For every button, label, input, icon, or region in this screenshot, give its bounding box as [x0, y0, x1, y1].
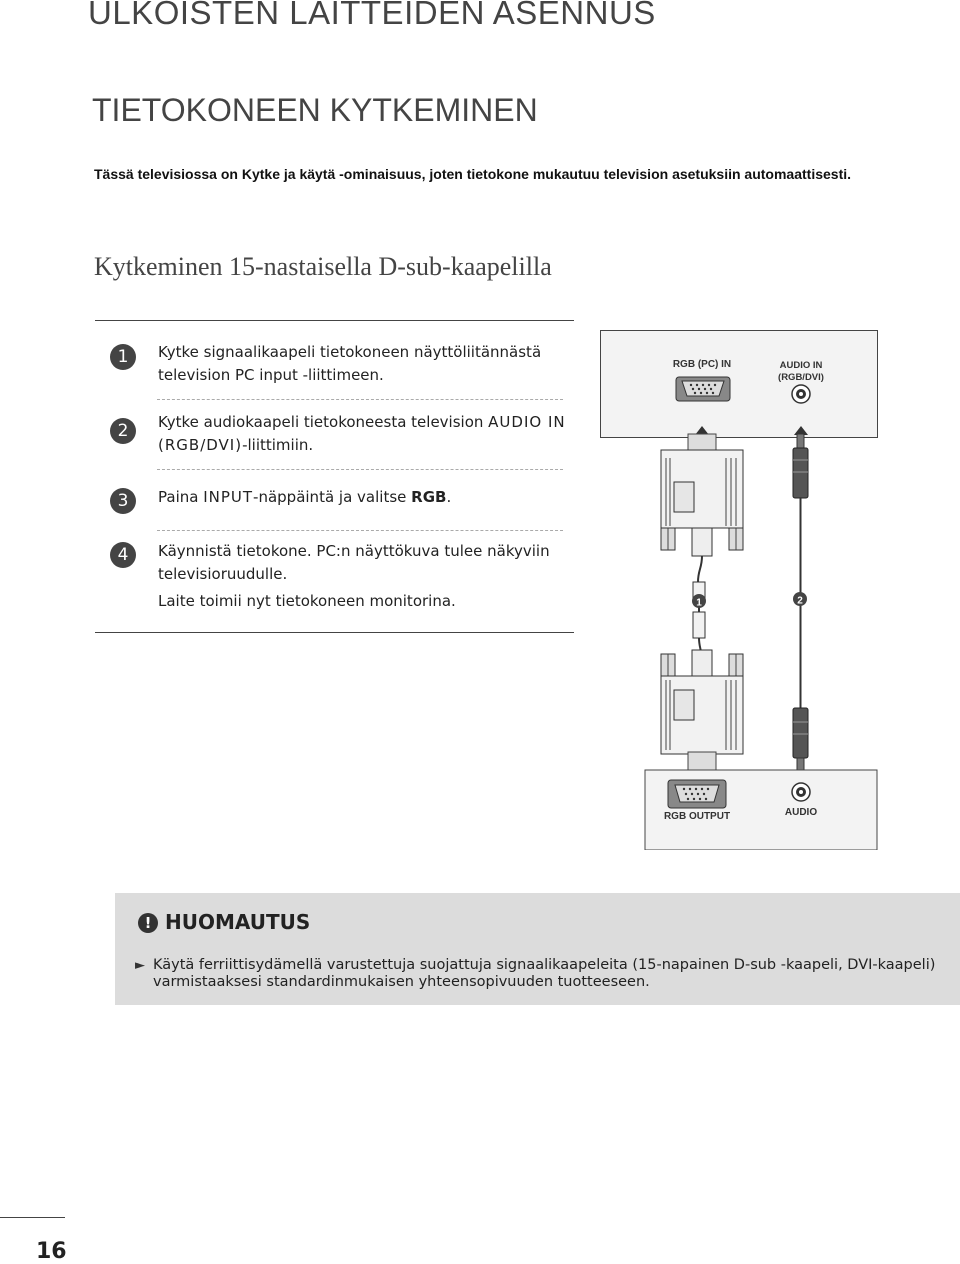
tv-audio-jack-icon [792, 385, 810, 403]
note-text: Käytä ferriittisydämellä varustettuja suojattuja signaalikaapeleita (15-napainen D-sub -kaapeli, DVI-kaapeli) varmistaaksesi standardinmukaisen yhteensopivuuden tuotteeseen. [153, 957, 936, 990]
section-title: TIETOKONEEN KYTKEMINEN [92, 92, 538, 128]
connection-diagram [600, 330, 880, 850]
steps-bottom-rule [95, 632, 574, 633]
step-divider [157, 399, 563, 400]
cable-1-marker: 1 [696, 597, 702, 609]
note-title: HUOMAUTUS [165, 910, 311, 934]
tv-panel [601, 331, 878, 438]
step-2-badge: 2 [110, 418, 136, 444]
step-2-post: -liittimiin. [242, 436, 314, 454]
warning-icon: ! [138, 913, 158, 933]
step-2-pre: Kytke audiokaapeli tietokoneesta television [158, 413, 489, 431]
pc-rgb-label: RGB OUTPUT [663, 811, 731, 822]
tv-rgb-label: RGB (PC) IN [672, 359, 732, 370]
step-3-mid: -näppäintä ja valitse [253, 488, 412, 506]
page-number-rule [0, 1217, 65, 1218]
step-divider [157, 469, 563, 470]
step-3-pre: Paina [158, 488, 204, 506]
step-3-badge: 3 [110, 488, 136, 514]
step-3-text [158, 486, 588, 509]
pc-audio-jack-icon [792, 783, 810, 801]
cable-2-marker: 2 [797, 595, 803, 607]
chapter-title: ULKOISTEN LAITTEIDEN ASENNUS [88, 0, 656, 31]
step-3-keyword: INPUT [203, 488, 254, 506]
ferrite-core-icon [693, 612, 705, 638]
audio-plug-icon [793, 708, 808, 770]
step-divider [157, 530, 563, 531]
pc-vga-port-icon [668, 780, 726, 808]
step-4-extra: Laite toimii nyt tietokoneen monitorina. [158, 592, 456, 610]
subsection-title: Kytkeminen 15-nastaisella D-sub-kaapelilla [94, 252, 552, 281]
intro-text: Tässä televisiossa on Kytke ja käytä -ominaisuus, joten tietokone mukautuu television asetuksiin automaattisesti. [94, 166, 852, 182]
step-1-badge: 1 [110, 344, 136, 370]
step-4-text: Käynnistä tietokone. PC:n näyttökuva tulee näkyviin televisioruudulle. [158, 542, 550, 583]
tv-audio-label-1: AUDIO IN [779, 360, 823, 371]
step-2-text [158, 411, 588, 457]
audio-plug-icon [793, 434, 808, 498]
bullet-arrow-icon: ► [135, 958, 145, 973]
step-2-keyword: AUDIO IN (RGB/DVI) [158, 413, 566, 454]
steps-top-rule [95, 320, 574, 321]
pc-audio-label: AUDIO [784, 807, 818, 818]
vga-plug-icon [661, 650, 743, 770]
tv-audio-label-2: (RGB/DVI) [778, 372, 824, 383]
step-1-text: Kytke signaalikaapeli tietokoneen näyttöliitännästä television PC input -liittimeen. [158, 343, 542, 384]
step-3-keyword2: RGB [411, 488, 447, 506]
step-4-badge: 4 [110, 542, 136, 568]
page-number: 16 [36, 1239, 67, 1264]
step-3-post: . [446, 488, 452, 506]
tv-vga-port-icon [676, 377, 730, 401]
vga-plug-icon [661, 434, 743, 556]
